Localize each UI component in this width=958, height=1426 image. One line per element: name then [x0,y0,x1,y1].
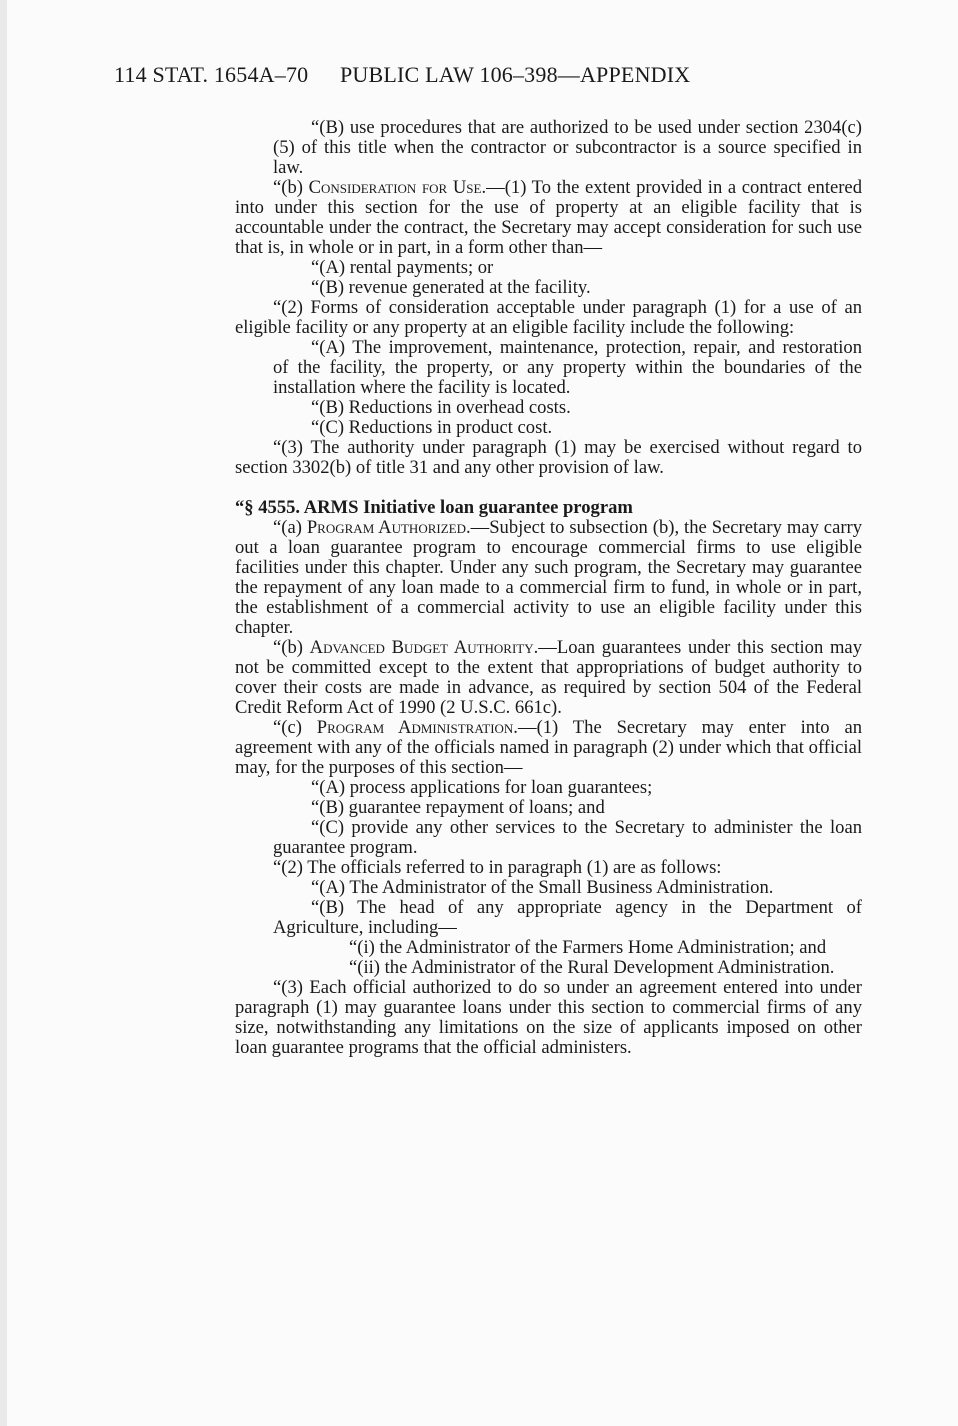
paragraph-c1-A: “(A) process applications for loan guarantees; [311,777,653,798]
clause-c2-B-i: “(i) the Administrator of the Farmers Home Administration; and [349,937,827,958]
paragraph-c1-B: “(B) guarantee repayment of loans; and [311,797,605,818]
section-gap [235,478,862,498]
clause-c2-B-ii: “(ii) the Administrator of the Rural Development Administration. [349,957,835,978]
subsection-label: “(b) [273,177,309,198]
paragraph-c2: “(2) The officials referred to in paragraph (1) are as follows: [273,857,722,878]
subsection-text: —Loan guarantees under this section may not be committed except to the extent that appropriations of budget authority to cover their costs are made in advance, as required by section 504 of the Federal Credit Reform Act of 1990 (2 U.S.C. 661c). [235,637,862,718]
subsection-b-advanced-budget [235,638,862,718]
subsection-text: —Subject to subsection (b), the Secretary may carry out a loan guarantee program to encourage commercial firms to use eligible facilities under this chapter. Under any such program, the Secretary may guarantee the repayment of any loan made to a commercial firm to fund, in whole or in part, the establishment of a commercial activity to use an eligible facility under this chapter. [235,517,862,638]
subsection-heading: Consideration for Use. [308,177,487,198]
subsection-text: —(1) The Secretary may enter into an agreement with any of the officials named in paragraph (2) under which that official may, for the purposes of this section— [235,717,862,778]
subsection-heading: Program Administration. [316,717,518,738]
subsection-text: —(1) To the extent provided in a contract entered into under this section for the use of property at an eligible facility that is accountable under the contract, the Secretary may accept consideration for such use that is, in whole or in part, in a form other than— [235,177,862,258]
subsection-label: “(b) [273,637,310,658]
statute-citation: 114 STAT. 1654A–70 [114,62,309,87]
subsection-heading: Program Authorized. [306,517,471,538]
subsection-b-consideration [235,178,862,258]
paragraph-b2-C: “(C) Reductions in product cost. [311,417,553,438]
public-law-title: PUBLIC LAW 106–398—APPENDIX [340,62,691,87]
document-body [235,118,862,1058]
paragraph-c3: “(3) Each official authorized to do so under an agreement entered into under paragraph (1) may guarantee loans under this section to commercial firms of any size, notwithstanding any limitations on the size of applicants imposed on other loan guarantee programs that the official administers. [235,977,862,1058]
section-heading: “§ 4555. ARMS Initiative loan guarantee program [235,497,633,518]
subsection-label: “(c) [273,717,317,738]
scan-edge [0,0,7,1426]
paragraph-b3: “(3) The authority under paragraph (1) may be exercised without regard to section 3302(b) of title 31 and any other provision of law. [235,437,862,478]
paragraph-c1-C: “(C) provide any other services to the Secretary to administer the loan guarantee program. [273,817,862,858]
paragraph-b1-A: “(A) rental payments; or [311,257,494,278]
paragraph-b1-B: “(B) revenue generated at the facility. [311,277,591,298]
subsection-heading: Advanced Budget Authority. [309,637,539,658]
paragraph-c2-A: “(A) The Administrator of the Small Business Administration. [311,877,774,898]
paragraph-c2-B: “(B) The head of any appropriate agency in the Department of Agriculture, including— [273,897,862,938]
paragraph-b2-B: “(B) Reductions in overhead costs. [311,397,571,418]
paragraph-a-B: “(B) use procedures that are authorized to be used under section 2304(c)(5) of this title when the contractor or subcontractor is a source specified in law. [273,117,862,178]
subsection-a-program-authorized [235,518,862,638]
paragraph-b2-A: “(A) The improvement, maintenance, protection, repair, and restoration of the facility, the property, or any property within the boundaries of the installation where the facility is located. [273,337,862,398]
subsection-label: “(a) [273,517,307,538]
subsection-c-program-administration [235,718,862,778]
paragraph-b2: “(2) Forms of consideration acceptable under paragraph (1) for a use of an eligible facility or any property at an eligible facility include the following: [235,297,862,338]
